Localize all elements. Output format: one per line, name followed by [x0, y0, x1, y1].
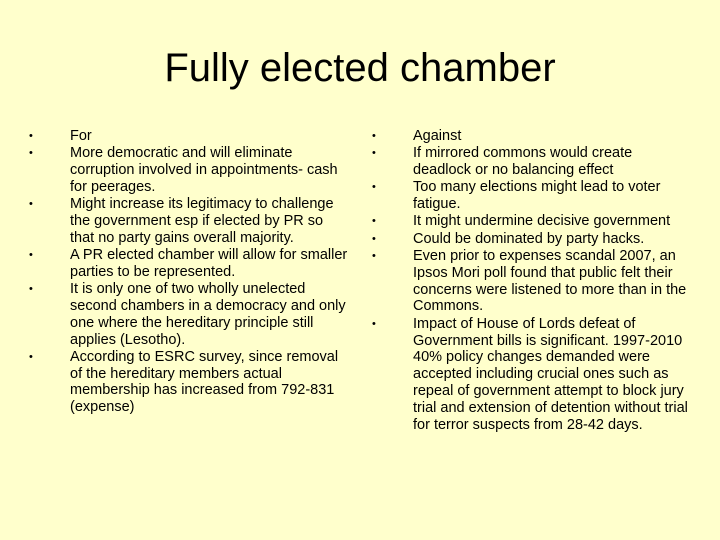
bullet-icon: •: [29, 350, 33, 363]
for-arguments-list: [29, 128, 351, 417]
bullet-icon: •: [372, 181, 376, 194]
bullet-icon: •: [29, 130, 33, 142]
list-item-text: Could be dominated by party hacks.: [413, 230, 645, 247]
list-item-text: It is only one of two wholly unelected second chambers in a democracy and only one where the hereditary principle still applies (Lesotho).: [70, 281, 346, 348]
list-item: [372, 145, 690, 179]
bullet-icon: •: [29, 249, 33, 262]
bullet-icon: •: [372, 232, 376, 245]
bullet-icon: •: [372, 317, 376, 330]
bullet-icon: •: [29, 198, 33, 211]
list-item-text: A PR elected chamber will allow for smaller parties to be represented.: [70, 247, 348, 280]
list-item: [29, 247, 351, 281]
list-item-text: More democratic and will eliminate corruption involved in appointments- cash for peerages.: [70, 145, 338, 195]
list-item: [372, 248, 690, 315]
bullet-icon: •: [29, 283, 33, 296]
against-arguments-list: [372, 128, 690, 434]
list-item-text: Might increase its legitimacy to challenge the government esp if elected by PR so that no party gains overall majority.: [70, 196, 334, 246]
bullet-icon: •: [372, 250, 376, 263]
list-item: [372, 231, 690, 248]
list-item: [29, 281, 351, 348]
list-item: [29, 145, 351, 195]
bullet-icon: •: [372, 215, 376, 228]
list-item-text: Too many elections might lead to voter fatigue.: [413, 179, 661, 213]
list-item-text: Impact of House of Lords defeat of Government bills is significant. 1997-2010 40% policy changes demanded were accepted including crucial ones such as repeal of government attempt to block jury trial and extension of detention without trial for terror suspects from 28-42 days.: [413, 315, 688, 433]
list-item: [372, 179, 690, 213]
list-item-text: If mirrored commons would create deadlock or no balancing effect: [413, 145, 633, 179]
list-item-text: Against: [413, 128, 462, 144]
list-item: [29, 196, 351, 246]
list-item-text: According to ESRC survey, since removal of the hereditary members actual membership has increased from 792-831 (expense): [70, 348, 339, 416]
bullet-icon: •: [29, 147, 33, 160]
bullet-icon: •: [372, 130, 376, 142]
bullet-icon: •: [372, 147, 376, 160]
list-item: [372, 213, 690, 230]
list-item: [372, 128, 690, 145]
slide-title: Fully elected chamber: [164, 46, 556, 90]
list-item-text: For: [70, 128, 92, 144]
list-item-text: It might undermine decisive government: [413, 213, 671, 230]
list-item: [29, 349, 351, 416]
list-item-text: Even prior to expenses scandal 2007, an Ipsos Mori poll found that public felt their concerns were listened to more than in the Commons.: [413, 248, 687, 315]
list-item: [372, 316, 690, 434]
list-item: [29, 128, 351, 145]
